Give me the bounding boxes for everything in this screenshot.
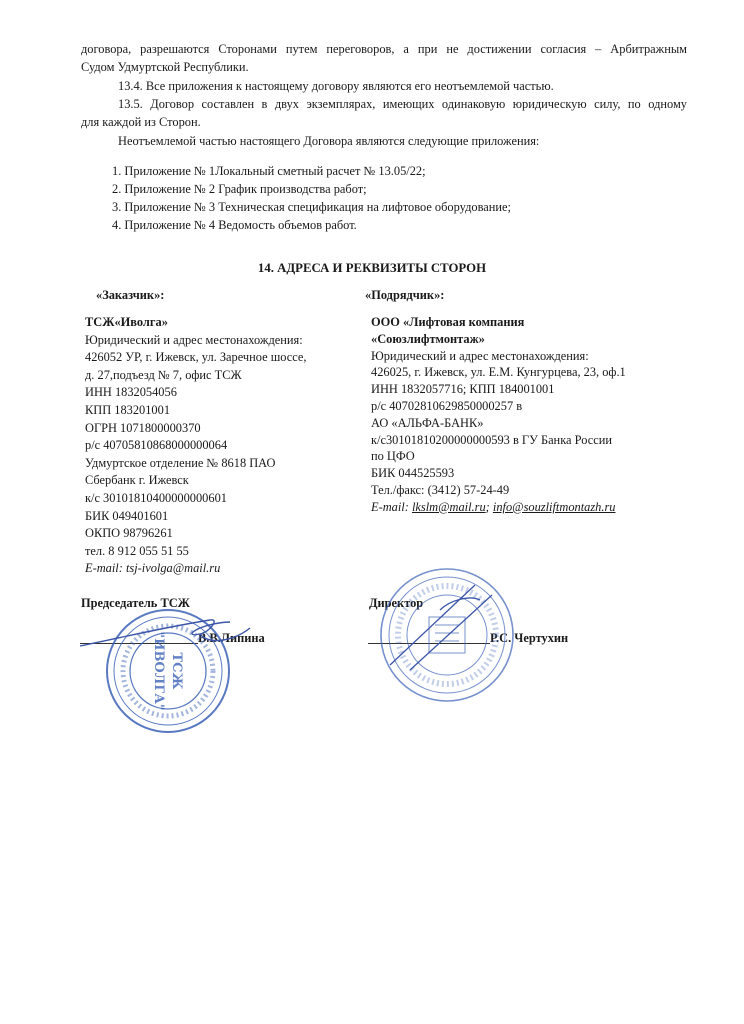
customer-detail-line: д. 27,подъезд № 7, офис ТСЖ [85,367,242,382]
annex-item: 3. Приложение № 3 Техническая спецификация на лифтовое оборудование; [112,200,511,214]
clause-13-5-line1: 13.5. Договор составлен в двух экземплярах, имеющих одинаковую юридическую силу, по одному [118,97,687,111]
contractor-email-link-2[interactable]: info@souzliftmontazh.ru [492,499,616,514]
customer-details [85,314,307,578]
contractor-detail-line: АО «АЛЬФА-БАНК» [371,415,484,430]
svg-text:ТСЖ: ТСЖ [169,652,184,690]
customer-signature-scribble [60,598,260,668]
email-separator: ; [485,499,493,514]
customer-detail-line: Юридический и адрес местонахождения: [85,332,303,347]
annex-intro: Неотъемлемой частью настоящего Договора являются следующие приложения: [118,134,540,148]
customer-email[interactable]: E-mail: tsj-ivolga@mail.ru [85,561,221,576]
customer-detail-line: тел. 8 912 055 51 55 [85,543,189,558]
customer-detail-line: КПП 183201001 [85,402,171,417]
contractor-detail-line: ИНН 1832057716; КПП 184001001 [371,382,555,397]
customer-role: «Заказчик»: [96,288,165,302]
customer-detail-line: ОКПО 98796261 [85,526,173,541]
customer-detail-line: БИК 049401601 [85,508,169,523]
annex-item: 1. Приложение № 1Локальный сметный расчет № 13.05/22; [112,164,426,178]
contractor-detail-line: БИК 044525593 [371,466,455,481]
customer-name: ТСЖ«Иволга» [85,315,168,329]
contractor-detail-line: 426025, г. Ижевск, ул. Е.М. Кунгурцева, 23, оф.1 [371,365,626,380]
annex-item: 4. Приложение № 4 Ведомость объемов работ. [112,218,357,232]
clause-13-4: 13.4. Все приложения к настоящему договору являются его неотъемлемой частью. [118,79,554,93]
customer-detail-line: ИНН 1832054056 [85,385,177,400]
customer-signer-name: В.В.Липина [198,631,265,645]
contractor-detail-line: Юридический и адрес местонахождения: [371,348,589,363]
contractor-detail-line: р/с 40702810629850000257 в [371,398,523,413]
section-title: 14. АДРЕСА И РЕКВИЗИТЫ СТОРОН [257,261,487,275]
customer-detail-line: р/с 40705810868000000064 [85,438,228,453]
clause-13-5-line2: для каждой из Сторон. [81,115,201,129]
contractor-role: «Подрядчик»: [365,288,445,302]
customer-detail-line: Сбербанк г. Ижевск [85,473,189,488]
email-label: E-mail: [371,499,412,514]
contractor-detail-line: по ЦФО [371,449,415,464]
contractor-name-line1: ООО «Лифтовая компания [371,315,525,329]
customer-detail-line: к/с 30101810400000000601 [85,490,227,505]
paragraph-dispute-line2: Судом Удмуртской Республики. [81,60,249,74]
svg-text:"ИВОЛГА": "ИВОЛГА" [151,631,166,711]
contractor-details [371,314,626,516]
contractor-email-row [371,499,626,516]
annex-item: 2. Приложение № 2 График производства работ; [112,182,367,196]
contractor-signature-scribble [380,570,510,680]
contractor-signer-name: Р.С. Чертухин [490,631,569,645]
paragraph-dispute-line1: договора, разрешаются Сторонами путем переговоров, а при не достижении согласия – Арбитражным [81,42,687,56]
contractor-name-line2: «Союзлифтмонтаж» [371,331,485,346]
customer-detail-line: ОГРН 1071800000370 [85,420,201,435]
contractor-detail-line: Тел./факс: (3412) 57-24-49 [371,482,510,497]
customer-signer-title: Председатель ТСЖ [81,596,190,610]
contractor-email-link-1[interactable]: lkslm@mail.ru [411,499,486,514]
customer-detail-line: 426052 УР, г. Ижевск, ул. Заречное шоссе, [85,350,307,365]
contractor-detail-line: к/с30101810200000000593 в ГУ Банка России [371,432,612,447]
customer-detail-line: Удмуртское отделение № 8618 ПАО [85,455,276,470]
contractor-signer-title: Директор [369,596,424,610]
